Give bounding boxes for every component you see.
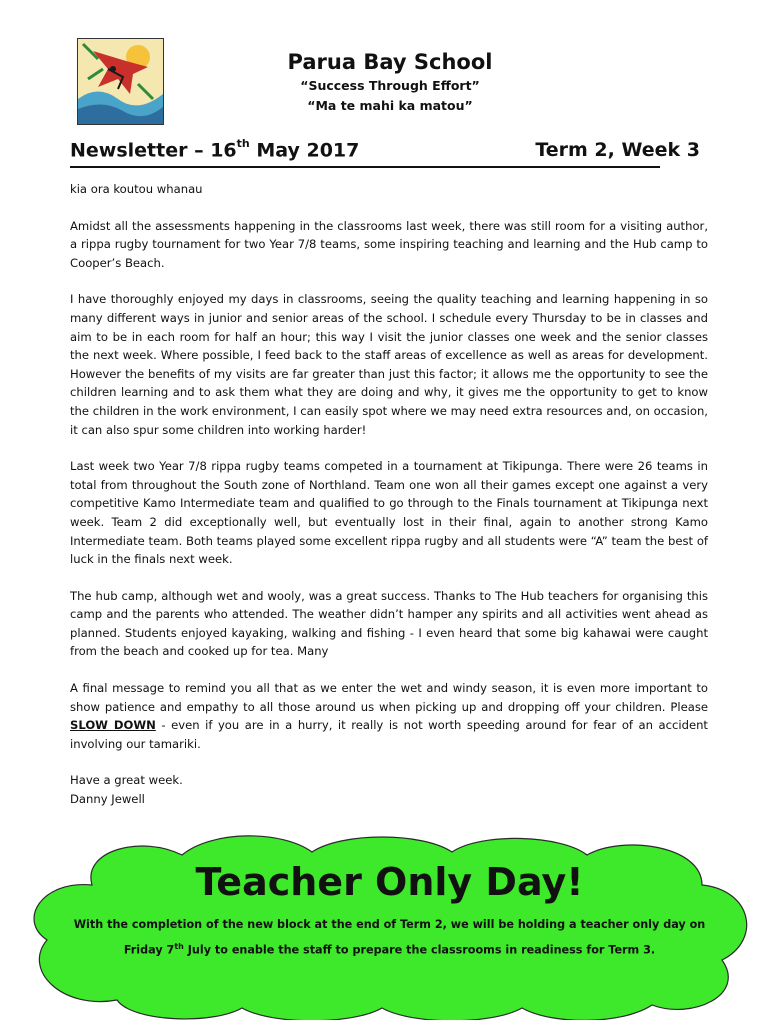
school-name: Parua Bay School xyxy=(287,50,493,74)
teacher-only-day-notice xyxy=(22,830,757,1020)
paragraph-2: I have thoroughly enjoyed my days in classrooms, seeing the quality teaching and learning happening in so many different ways in junior and senior areas of the school. I schedule every Thursday to be in classes and aim to be in each room for half an hour; this way I visit the junior classes one week and the senior classes the next week. Where possible, I feed back to the staff areas of excellence as well as areas for development. However the benefits of my visits are far greater than just this factor; it allows me the opportunity to see the children learning and to ask them what they are doing and why, it gives me the opportunity to get to know the children in the work environment, I can easily spot where we may need extra resources and, on occasion, it can also spur some children into working harder! xyxy=(70,292,708,437)
newsletter-body xyxy=(70,180,708,809)
p5-after: - even if you are in a hurry, it really is not worth speeding around for fear of an accident involving our tamariki. xyxy=(70,718,708,751)
paragraph-4: The hub camp, although wet and wooly, was a great success. Thanks to The Hub teachers for organising this camp and the parents who attended. The weather didn’t hamper any spirits and all activities went ahead as planned. Students enjoyed kayaking, walking and fishing - I even heard that some big kahawai were caught from the beach and cooked up for tea. Many xyxy=(70,588,708,659)
paragraph-5 xyxy=(70,679,708,753)
school-logo xyxy=(77,38,164,125)
title-prefix: Newsletter – 16 xyxy=(70,139,237,162)
greeting: kia ora koutou whanau xyxy=(70,182,203,196)
term-week: Term 2, Week 3 xyxy=(535,139,700,161)
paragraph-3: Last week two Year 7/8 rippa rugby teams competed in a tournament at Tikipunga. There were 26 teams in total from throughout the South zone of Northland. Team one won all their games except one against a very competitive Kamo Intermediate team and qualified to go through to the Finals tournament at Tikipunga next week. Team 2 did exceptionally well, but eventually lost in their final, again to another strong Kamo Intermediate team. Both teams played some excellent rippa rugby and all students were “A” team the best of luck in the finals next week. xyxy=(70,459,708,567)
notice-text-sup: th xyxy=(174,942,184,951)
motto-maori: “Ma te mahi ka matou” xyxy=(307,98,473,113)
signoff: Have a great week. xyxy=(70,773,183,788)
slow-down-emphasis: SLOW DOWN xyxy=(70,718,156,733)
notice-text-before: With the completion of the new block at the end of Term 2, we will be holding a teacher only day on Friday 7 xyxy=(73,918,706,957)
notice-heading: Teacher Only Day! xyxy=(195,860,584,904)
title-sup: th xyxy=(236,137,250,150)
signature: Danny Jewell xyxy=(70,792,145,807)
motto-english: “Success Through Effort” xyxy=(300,78,480,93)
paragraph-1: Amidst all the assessments happening in the classrooms last week, there was still room for a visiting author, a rippa rugby tournament for two Year 7/8 teams, some inspiring teaching and learning and the Hub camp to Cooper’s Beach. xyxy=(70,218,708,270)
title-underline xyxy=(70,166,660,168)
masthead xyxy=(220,48,560,116)
notice-text xyxy=(67,914,712,962)
title-suffix: May 2017 xyxy=(249,139,360,162)
newsletter-title-bar xyxy=(70,139,700,167)
newsletter-date-title xyxy=(70,139,359,161)
p5-before: A final message to remind you all that as we enter the wet and windy season, it is even more important to show patience and empathy to all those around us when picking up and dropping off your children. Please xyxy=(70,681,708,714)
notice-text-after: July to enable the staff to prepare the classrooms in readiness for Term 3. xyxy=(183,943,656,957)
